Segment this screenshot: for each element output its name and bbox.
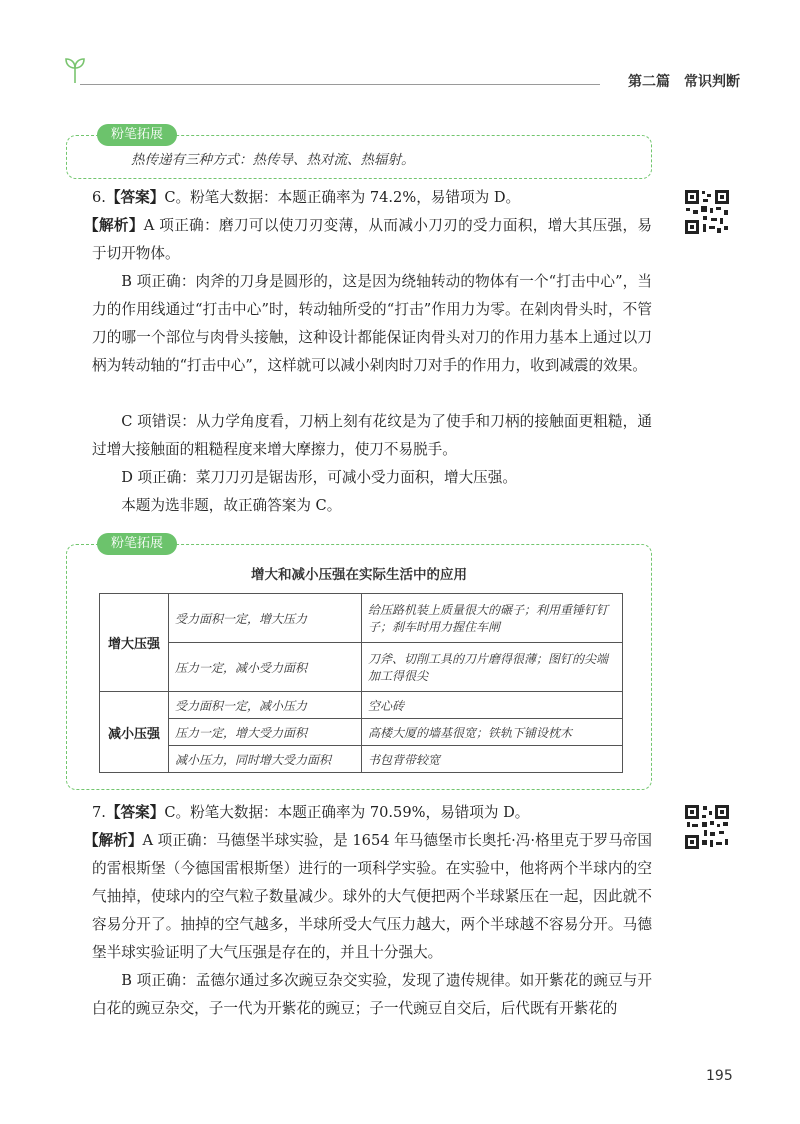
extension-tag: 粉笔拓展 [97, 124, 177, 146]
table-row [100, 746, 623, 773]
method-cell: 压力一定，减小受力面积 [169, 643, 362, 692]
example-cell: 书包背带较宽 [362, 746, 623, 773]
q6-analysis-b: B 项正确：肉斧的刀身是圆形的，这是因为绕轴转动的物体有一个“打击中心”，当力的作用线通过“打击中心”时，转动轴所受的“打击”作用力为零。在剁肉骨头时，不管刀的哪一个部位与肉骨头接触，这种设计都能保证肉骨头对刀的作用力基本上通过以刀柄为转动轴的“打击中心”，这样就可以减小剁肉时刀对手的作用力，收到减震的效果。 [92, 273, 652, 374]
method-cell: 受力面积一定，增大压力 [169, 594, 362, 643]
extension-tag: 粉笔拓展 [97, 533, 177, 555]
category-cell: 增大压强 [100, 594, 169, 692]
q6-analysis-c: C 项错误：从力学角度看，刀柄上刻有花纹是为了使手和刀柄的接触面更粗糙，通过增大接触面的粗糙程度来增大摩擦力，使刀不易脱手。 [92, 413, 652, 458]
extension-text: 热传递有三种方式：热传导、热对流、热辐射。 [131, 152, 415, 168]
example-cell: 空心砖 [362, 692, 623, 719]
page-header [60, 56, 740, 96]
page-number: 195 [706, 1068, 733, 1084]
q6-analysis-a: 【解析】A 项正确：磨刀可以使刀刃变薄，从而减小刀刃的受力面积，增大其压强，易于切开物体。 [84, 217, 652, 262]
table-row [100, 643, 623, 692]
q7-answer: 7.【答案】C。粉笔大数据：本题正确率为 70.59%，易错项为 D。 [92, 804, 530, 821]
q7-analysis-a: 【解析】A 项正确：马德堡半球实验，是 1654 年马德堡市长奥托·冯·格里克于罗马帝国的雷根斯堡（今德国雷根斯堡）进行的一项科学实验。在实验中，他将两个半球内的空气抽掉，使球内的空气粒子数量减少。球外的大气便把两个半球紧压在一起，因此就不容易分开了。抽掉的空气越多，半球所受大气压力越大，两个半球越不容易分开。马德堡半球实验证明了大气压强是存在的，并且十分强大。 [84, 832, 652, 961]
qr-code-icon[interactable] [683, 188, 731, 236]
extension-box-pressure [66, 536, 652, 790]
table-row [100, 594, 623, 643]
q7-analysis-b: B 项正确：孟德尔通过多次豌豆杂交实验，发现了遗传规律。如开紫花的豌豆与开白花的豌豆杂交，子一代为开紫花的豌豆；子一代豌豆自交后，后代既有开紫花的 [92, 972, 652, 1017]
q6-conclusion: 本题为选非题，故正确答案为 C。 [121, 497, 342, 514]
table-row [100, 692, 623, 719]
table-row [100, 719, 623, 746]
q6-analysis-d: D 项正确：菜刀刀刃是锯齿形，可减小受力面积，增大压强。 [121, 469, 517, 486]
example-cell: 给压路机装上质量很大的碾子；利用重锤钉钉子；刹车时用力握住车闸 [362, 594, 623, 643]
example-cell: 高楼大厦的墙基很宽；铁轨下铺设枕木 [362, 719, 623, 746]
extension-box-heat [66, 127, 652, 179]
table-title: 增大和减小压强在实际生活中的应用 [251, 567, 467, 583]
category-cell: 减小压强 [100, 692, 169, 773]
qr-code-icon[interactable] [683, 803, 731, 851]
sprout-icon [64, 56, 86, 84]
header-rule [80, 84, 600, 85]
header-title: 第二篇 常识判断 [628, 74, 740, 90]
q6-answer: 6.【答案】C。粉笔大数据：本题正确率为 74.2%，易错项为 D。 [92, 189, 521, 206]
method-cell: 压力一定，增大受力面积 [169, 719, 362, 746]
method-cell: 受力面积一定，减小压力 [169, 692, 362, 719]
pressure-table [99, 593, 623, 773]
example-cell: 刀斧、切削工具的刀片磨得很薄；图钉的尖端加工得很尖 [362, 643, 623, 692]
method-cell: 减小压力，同时增大受力面积 [169, 746, 362, 773]
